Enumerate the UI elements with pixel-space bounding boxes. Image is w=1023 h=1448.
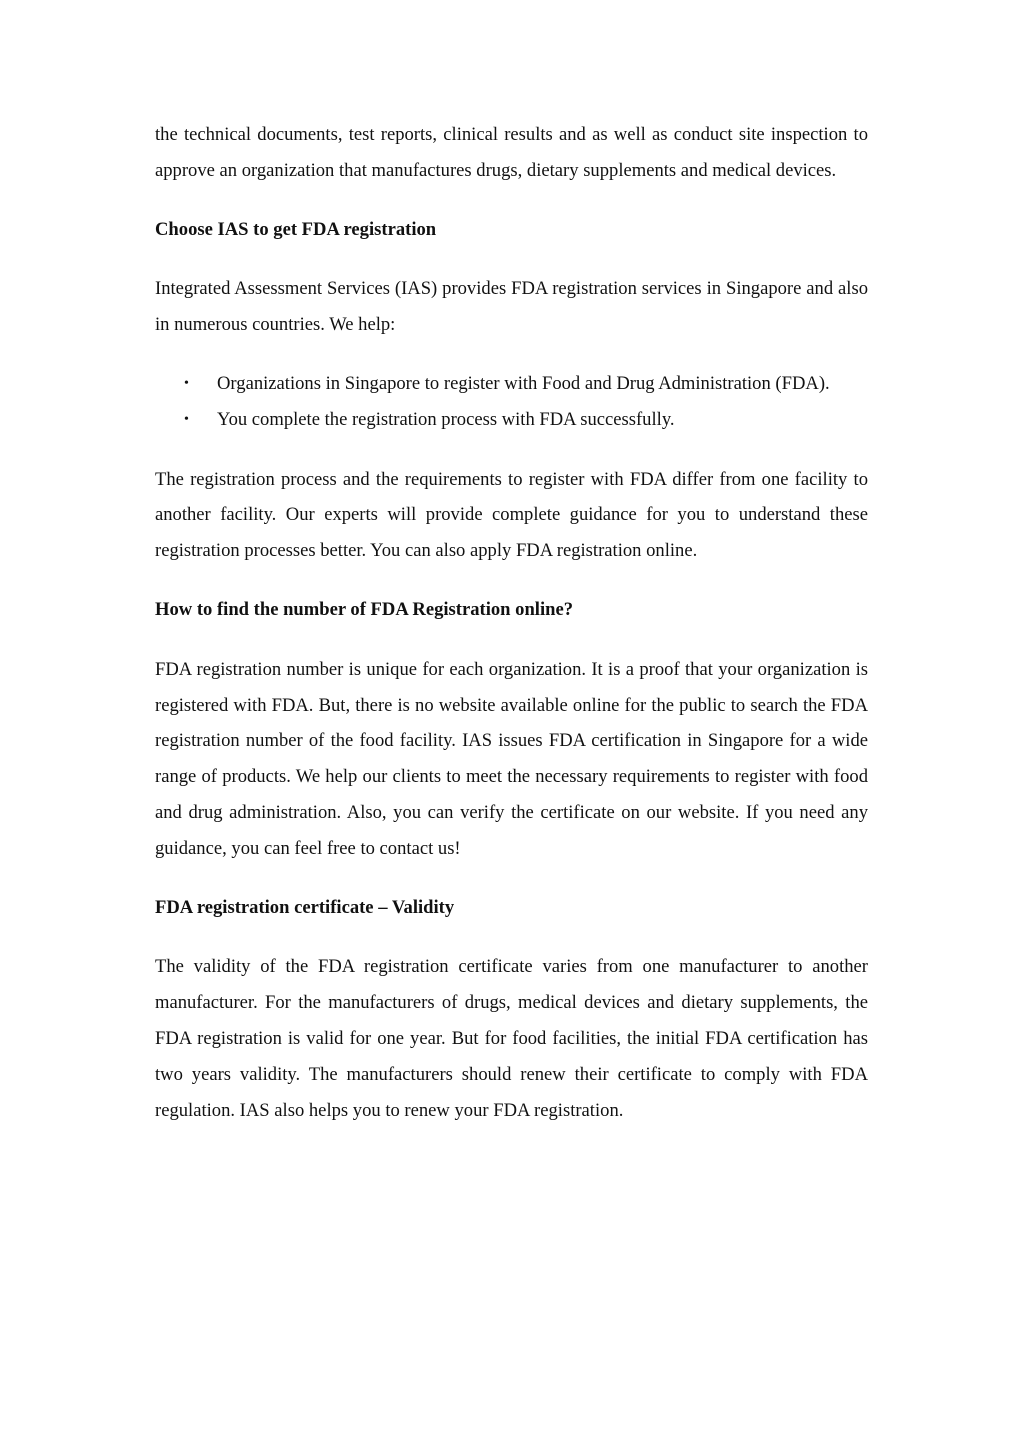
bullet-icon: • [184, 376, 189, 392]
paragraph-registration-number: FDA registration number is unique for each organization. It is a proof that your organization is registered with FDA. But, there is no website available online for the public to search the FDA registration number of the food facility. IAS issues FDA certification in Singapore for a wide range of products. We help our clients to meet the necessary requirements to register with food and drug administration. Also, you can verify the certificate on our website. If you need any guidance, you can feel free to contact us! [155, 658, 868, 859]
list-item [155, 402, 868, 438]
paragraph-ias-services: Integrated Assessment Services (IAS) provides FDA registration services in Singapore and also in numerous countries. We help: [155, 278, 868, 336]
document-page [155, 117, 868, 1152]
paragraph-validity: The validity of the FDA registration certificate varies from one manufacturer to another manufacturer. For the manufacturers of drugs, medical devices and dietary supplements, the FDA registration is valid for one year. But for food facilities, the initial FDA certification has two years validity. The manufacturers should renew their certificate to comply with FDA regulation. IAS also helps you to renew your FDA registration. [155, 956, 868, 1121]
list-item [155, 366, 868, 402]
intro-paragraph: the technical documents, test reports, clinical results and as well as conduct site inspection to approve an organization that manufactures drugs, dietary supplements and medical devices. [155, 124, 868, 181]
heading-certificate-validity: FDA registration certificate – Validity [155, 897, 455, 919]
heading-choose-ias: Choose IAS to get FDA registration [155, 219, 437, 241]
help-bullet-list [155, 366, 868, 438]
paragraph-registration-process: The registration process and the requirements to register with FDA differ from one facility to another facility. Our experts will provide complete guidance for you to understand these registration processes better. You can also apply FDA registration online. [155, 468, 868, 562]
list-item-text: You complete the registration process with FDA successfully. [217, 409, 675, 431]
list-item-text: Organizations in Singapore to register with Food and Drug Administration (FDA). [217, 373, 830, 395]
heading-find-number: How to find the number of FDA Registration online? [155, 599, 574, 621]
bullet-icon: • [184, 412, 189, 428]
